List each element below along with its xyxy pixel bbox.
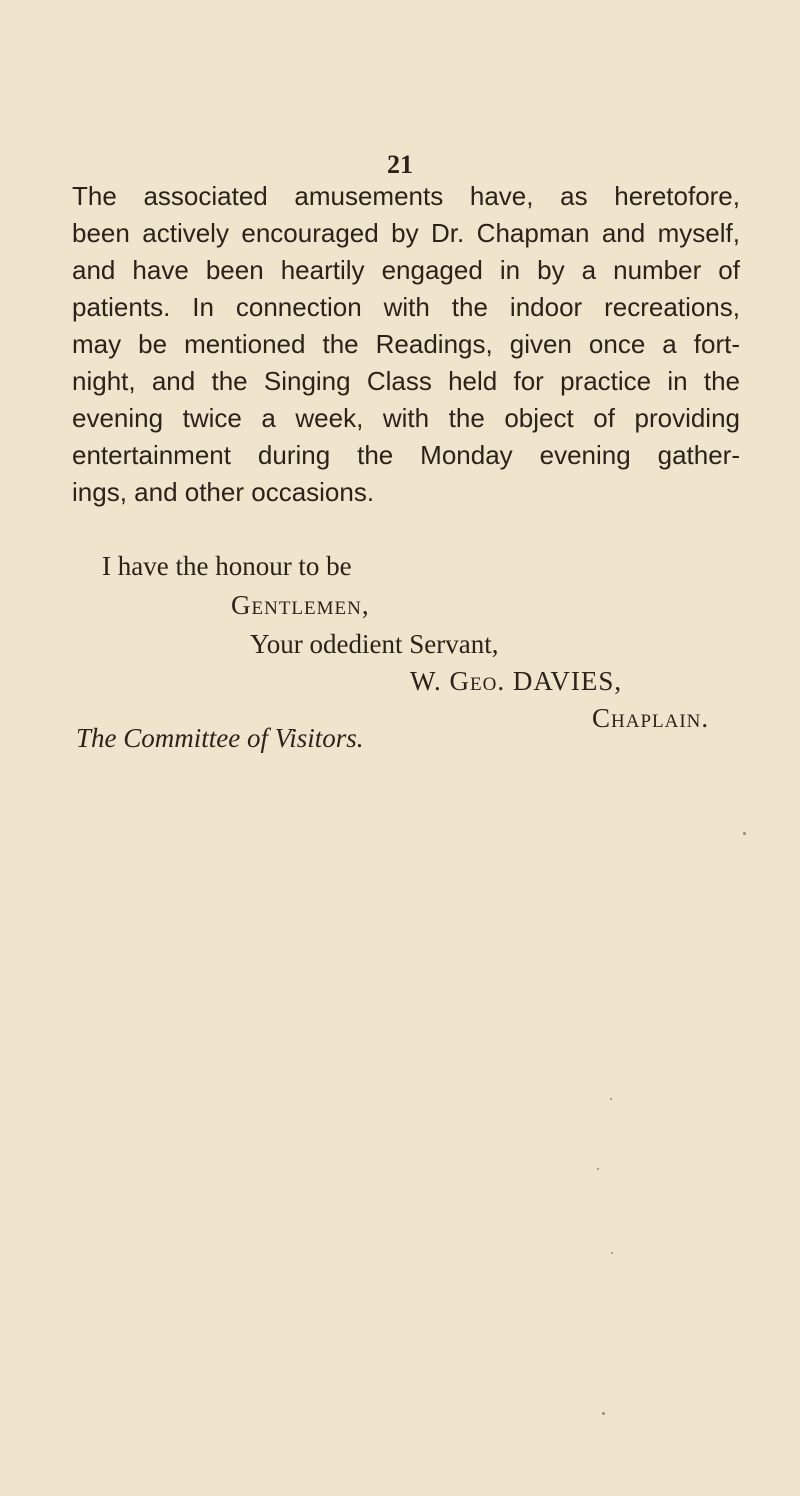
paper-speck xyxy=(743,832,746,835)
servant-line: Your odedient Servant, xyxy=(250,629,499,659)
paragraph-line: ings, and other occasions. xyxy=(72,477,375,507)
paragraph-line: night, and the Singing Class held for practice in the xyxy=(72,366,740,396)
salutation: Gentlemen, xyxy=(231,590,370,620)
paper-speck xyxy=(597,1168,599,1170)
signatory-title: Chaplain. xyxy=(592,703,710,733)
paper-speck xyxy=(602,1412,605,1415)
paper-speck xyxy=(611,1252,613,1254)
paragraph-line: evening twice a week, with the object of providing xyxy=(72,403,740,433)
paragraph-line: been actively encouraged by Dr. Chapman and myself, xyxy=(72,218,740,248)
paragraph-line: patients. In connection with the indoor recreations, xyxy=(72,292,740,322)
body-paragraph xyxy=(72,178,740,511)
page-number: 21 xyxy=(387,150,413,179)
signatory-name: W. Geo. DAVIES, xyxy=(410,666,623,696)
paragraph-line: The associated amusements have, as heretofore, xyxy=(72,181,740,211)
paper-speck xyxy=(610,1098,612,1100)
paragraph-line: may be mentioned the Readings, given once a fort- xyxy=(72,329,740,359)
paragraph-line: and have been heartily engaged in by a number of xyxy=(72,255,740,285)
addressee: The Committee of Visitors. xyxy=(76,723,364,753)
honour-line: I have the honour to be xyxy=(102,551,352,581)
paragraph-line: entertainment during the Monday evening gather- xyxy=(72,440,740,470)
